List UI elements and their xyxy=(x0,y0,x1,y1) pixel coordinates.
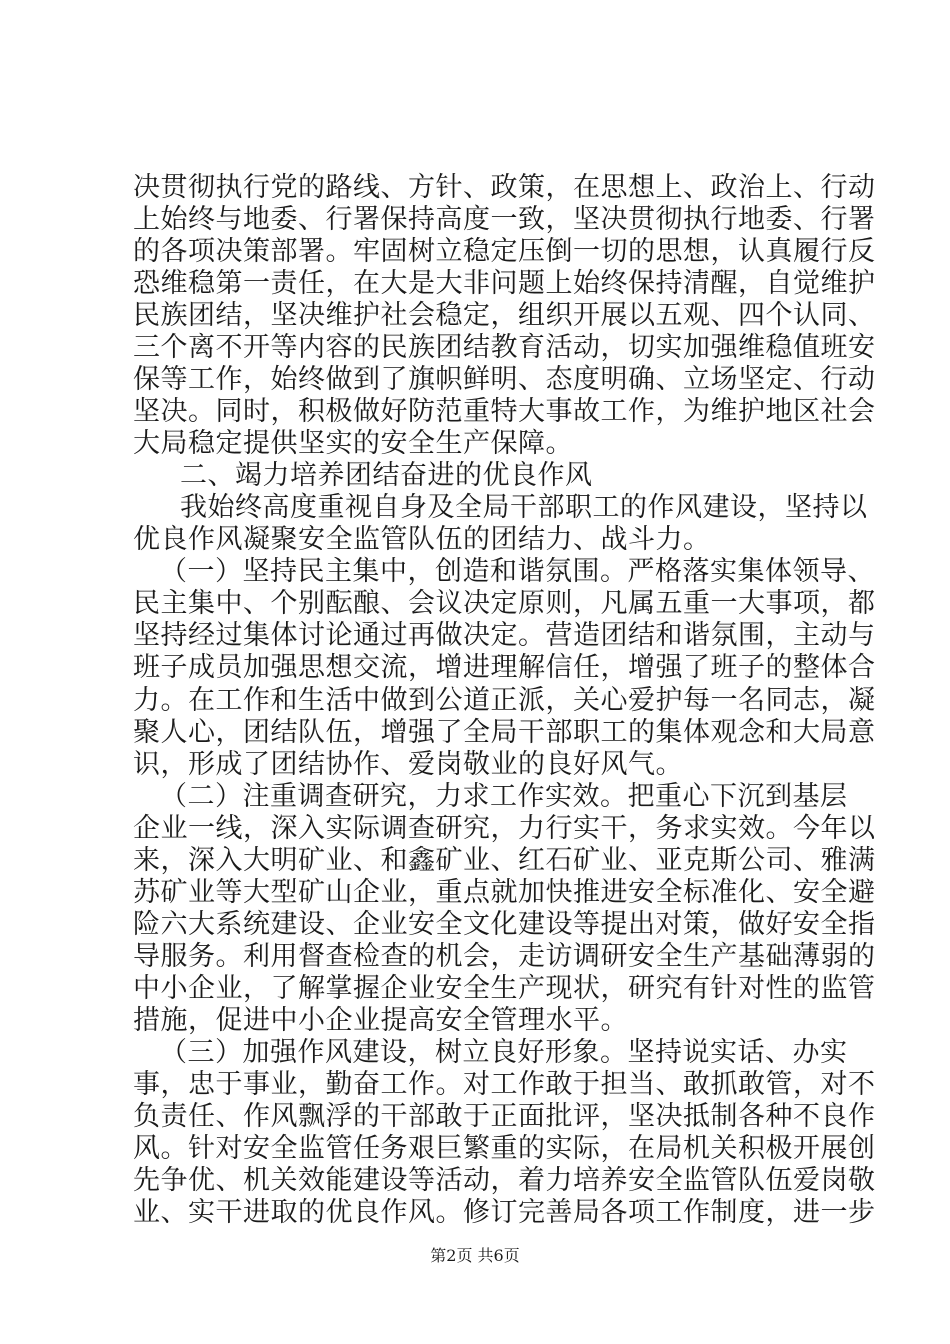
section-heading: 二、竭力培养团结奋进的优良作风 xyxy=(180,460,593,491)
body-text-line: 决贯彻执行党的路线、方针、政策，在思想上、政治上、行动 xyxy=(133,172,876,203)
body-text-line: 企业一线，深入实际调查研究，力行实干，务求实效。今年以 xyxy=(133,813,876,844)
body-text-line: 来，深入大明矿业、和鑫矿业、红石矿业、亚克斯公司、雅满 xyxy=(133,845,876,876)
page-footer xyxy=(0,1243,950,1266)
subsection-line: （三）加强作风建设，树立良好形象。坚持说实话、办实 xyxy=(160,1037,848,1068)
body-text-line: 险六大系统建设、企业安全文化建设等提出对策，做好安全指 xyxy=(133,909,876,940)
body-text-line: 上始终与地委、行署保持高度一致，坚决贯彻执行地委、行署 xyxy=(133,204,876,235)
body-text-line: 恐维稳第一责任，在大是大非问题上始终保持清醒，自觉维护 xyxy=(133,268,876,299)
body-text-line: 聚人心，团结队伍，增强了全局干部职工的集体观念和大局意 xyxy=(133,717,876,748)
body-text-line: 事，忠于事业，勤奋工作。对工作敢于担当、敢抓敢管，对不 xyxy=(133,1069,876,1100)
body-text-line: 坚决。同时，积极做好防范重特大事故工作，为维护地区社会 xyxy=(133,396,876,427)
body-text-line: 我始终高度重视自身及全局干部职工的作风建设，坚持以 xyxy=(180,492,868,523)
body-text-line: 先争优、机关效能建设等活动，着力培养安全监管队伍爱岗敬 xyxy=(133,1165,876,1196)
body-text-line: 业、实干进取的优良作风。修订完善局各项工作制度，进一步 xyxy=(133,1197,876,1228)
body-text-line: 民族团结，坚决维护社会稳定，组织开展以五观、四个认同、 xyxy=(133,300,876,331)
body-text-line: 中小企业，了解掌握企业安全生产现状，研究有针对性的监管 xyxy=(133,973,876,1004)
body-text-line: 措施，促进中小企业提高安全管理水平。 xyxy=(133,1005,628,1036)
body-text-line: 坚持经过集体讨论通过再做决定。营造团结和谐氛围，主动与 xyxy=(133,620,876,651)
body-text-line: 三个离不开等内容的民族团结教育活动，切实加强维稳值班安 xyxy=(133,332,876,363)
body-text-line: 风。针对安全监管任务艰巨繁重的实际，在局机关积极开展创 xyxy=(133,1133,876,1164)
page-number-label: 第2页 共6页 xyxy=(430,1246,520,1265)
body-text-line: 大局稳定提供坚实的安全生产保障。 xyxy=(133,428,573,459)
body-text-line: 苏矿业等大型矿山企业，重点就加快推进安全标准化、安全避 xyxy=(133,877,876,908)
body-text-line: 导服务。利用督查检查的机会，走访调研安全生产基础薄弱的 xyxy=(133,941,876,972)
body-text-line: 识，形成了团结协作、爱岗敬业的良好风气。 xyxy=(133,749,683,780)
body-text-line: 民主集中、个别酝酿、会议决定原则，凡属五重一大事项，都 xyxy=(133,588,876,619)
body-text-line: 优良作风凝聚安全监管队伍的团结力、战斗力。 xyxy=(133,524,711,555)
subsection-line: （一）坚持民主集中，创造和谐氛围。严格落实集体领导、 xyxy=(160,556,875,587)
body-text-line: 班子成员加强思想交流，增进理解信任，增强了班子的整体合 xyxy=(133,652,876,683)
body-text-line: 负责任、作风飘浮的干部敢于正面批评，坚决抵制各种不良作 xyxy=(133,1101,876,1132)
body-text-line: 的各项决策部署。牢固树立稳定压倒一切的思想，认真履行反 xyxy=(133,236,876,267)
subsection-line: （二）注重调查研究，力求工作实效。把重心下沉到基层 xyxy=(160,781,848,812)
body-text-line: 力。在工作和生活中做到公道正派，关心爱护每一名同志，凝 xyxy=(133,685,876,716)
body-text-line: 保等工作，始终做到了旗帜鲜明、态度明确、立场坚定、行动 xyxy=(133,364,876,395)
